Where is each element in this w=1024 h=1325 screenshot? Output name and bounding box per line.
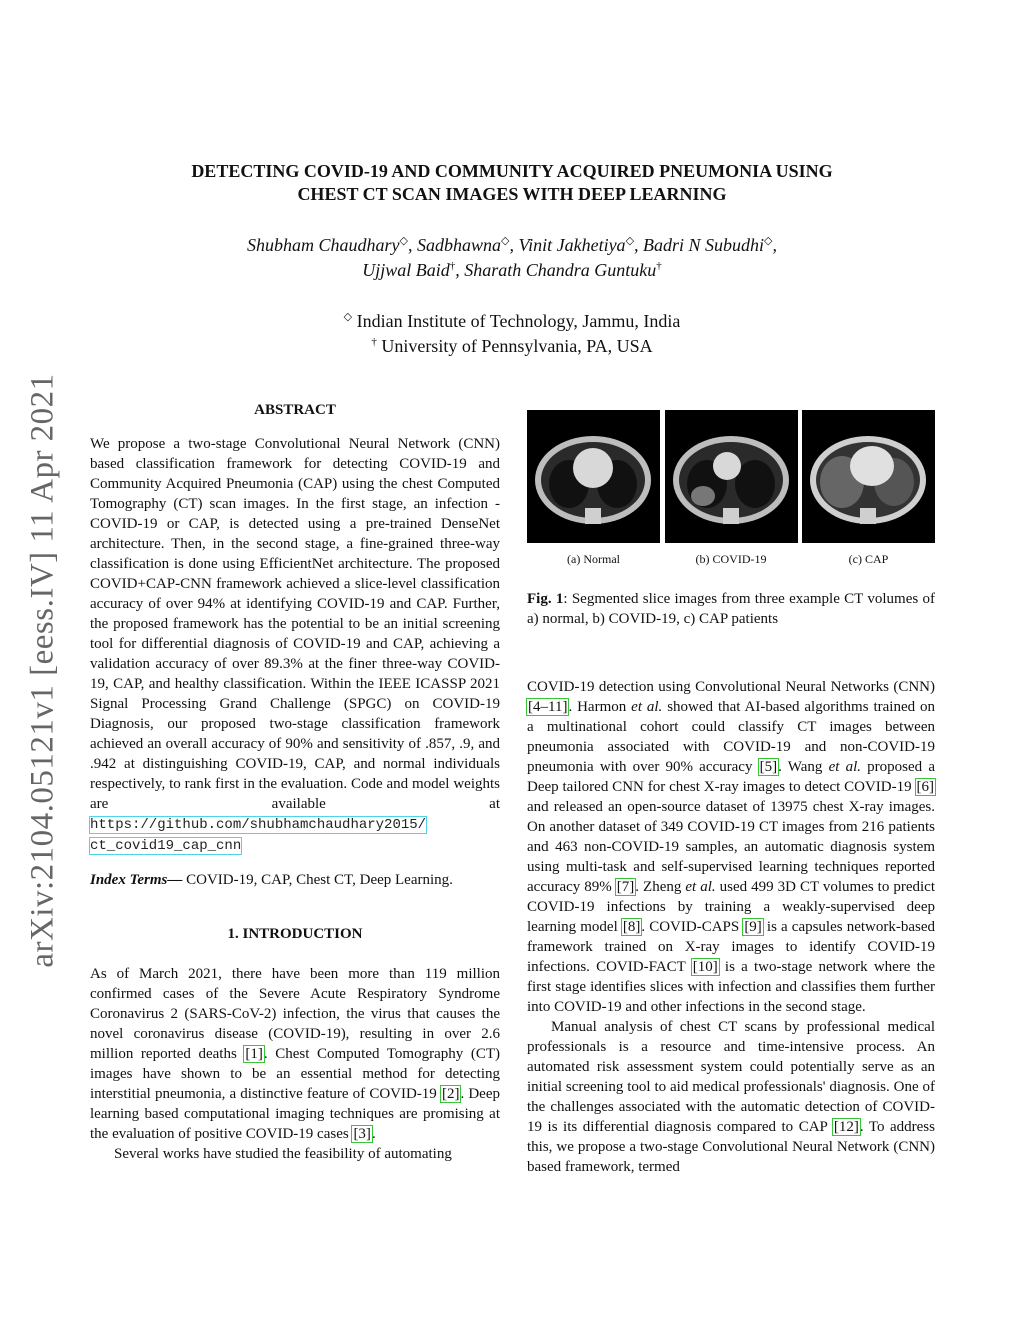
subfigure-captions xyxy=(527,549,935,569)
figure-caption: Fig. 1: Segmented slice images from three example CT volumes of a) normal, b) COVID-19, c) CAP patients xyxy=(527,591,935,627)
author: Ujjwal Baid xyxy=(362,260,450,280)
citation-link[interactable]: [12] xyxy=(833,1119,859,1135)
citation-link[interactable]: [7] xyxy=(616,879,635,895)
ct-image-normal xyxy=(527,410,660,543)
subcaption-c: (c) CAP xyxy=(848,552,889,566)
abstract-heading: ABSTRACT xyxy=(254,402,336,418)
intro-paragraph: As of March 2021, there have been more than 119 million confirmed cases of the Severe Acute Respiratory Syndrome Coronavirus 2 (SARS-CoV-2) infection, the virus that causes the novel coronavirus disease (COVID-19), resulting in over 2.6 million reported deaths [1]. Chest Computed Tomography (CT) images have shown to be an essential method for detecting interstitial pneumonia, a distinctive feature of COVID-19 [2]. Deep learning based computational imaging techniques are promising at the evaluation of positive COVID-19 cases [3]. xyxy=(90,966,500,1142)
index-terms: Index Terms— COVID-19, CAP, Chest CT, Deep Learning. xyxy=(90,872,453,888)
citation-link[interactable]: [4–11] xyxy=(528,699,568,715)
intro-paragraph: Several works have studied the feasibility of automating xyxy=(114,1146,452,1162)
affiliation: Indian Institute of Technology, Jammu, India xyxy=(356,311,681,331)
citation-link[interactable]: [1] xyxy=(245,1046,263,1062)
citation-link[interactable]: [8] xyxy=(622,919,641,935)
ct-image-covid xyxy=(665,410,798,543)
author: Badri N Subudhi xyxy=(643,235,765,255)
paper-title: DETECTING COVID-19 AND COMMUNITY ACQUIRED PNEUMONIA USING CHEST CT SCAN IMAGES WITH DEEP LEARNING xyxy=(191,161,833,204)
arxiv-identifier: arXiv:2104.05121v1 [eess.IV] 11 Apr 2021 xyxy=(24,372,61,968)
author: Sadbhawna xyxy=(416,235,501,255)
arxiv-sidebar xyxy=(18,350,68,990)
author-list: Shubham Chaudhary◇, Sadbhawna◇, Vinit Jakhetiya◇, Badri N Subudhi◇, Ujjwal Baid†, Sharath Chandra Guntuku† xyxy=(246,235,778,280)
intro-heading: 1. INTRODUCTION xyxy=(227,926,363,942)
affiliation: University of Pennsylvania, PA, USA xyxy=(381,336,653,356)
code-link[interactable]: https://github.com/shubhamchaudhary2015/ xyxy=(90,817,427,833)
body-paragraph: COVID-19 detection using Convolutional Neural Networks (CNN) [4–11]. Harmon et al. showed that AI-based algorithms trained on a multinational cohort could classify CT images between pneumonia associated with COVID-19 and non-COVID-19 pneumonia with over 90% accuracy [5]. Wang et al. proposed a Deep tailored CNN for chest X-ray images to detect COVID-19 [6] and released an open-source dataset of 13975 chest X-ray images. On another dataset of 349 COVID-19 CT images from 216 patients and 463 non-COVID-19 samples, an automatic diagnosis system using multi-task and self-supervised learning techniques reported accuracy 89% [7]. Zheng et al. used 499 3D CT volumes to predict COVID-19 infections by training a weakly-supervised deep learning model [8]. COVID-CAPS [9] is a capsules network-based framework trained on X-ray images to identify COVID-19 infections. COVID-FACT [10] is a two-stage network where the first stage identifies slices with infection and classifies them further into COVID-19 and other infections in the second stage. xyxy=(527,679,936,1015)
subcaption-b: (b) COVID-19 xyxy=(695,552,767,566)
left-column xyxy=(90,400,500,1164)
author: Shubham Chaudhary xyxy=(246,235,400,255)
author: Sharath Chandra Guntuku xyxy=(464,260,657,280)
abstract-text: We propose a two-stage Convolutional Neural Network (CNN) based classification framework for detecting COVID-19 and Community Acquired Pneumonia (CAP) using the chest Computed Tomography (CT) scan images. In the first stage, an infection - COVID-19 or CAP, is detected using a pre-trained DenseNet architecture. Then, in the second stage, a fine-grained three-way classification is done using EfficientNet architecture. The proposed COVID+CAP-CNN framework achieved a slice-level classification accuracy of over 94% at identifying COVID-19 and CAP. Further, the proposed framework has the potential to be an initial screening tool for differential diagnosis of COVID-19 and CAP, achieving a validation accuracy of over 89.3% at the finer three-way COVID-19, CAP, and healthy classification. Within the IEEE ICASSP 2021 Signal Processing Grand Challenge (SPGC) on COVID-19 Diagnosis, our proposed two-stage classification framework achieved an overall accuracy of 90% and sensitivity of .857, .9, and .942 at distinguishing COVID-19, CAP, and normal individuals respectively, to rank first in the evaluation. Code and model weights are available at https://github.com/shubhamchaudhary2015/ ct_covid19_cap_cnn xyxy=(90,436,500,854)
right-column xyxy=(527,410,935,1177)
citation-link[interactable]: [6] xyxy=(916,779,934,795)
citation-link[interactable]: [2] xyxy=(441,1086,460,1102)
code-link-cont[interactable]: ct_covid19_cap_cnn xyxy=(90,838,242,854)
citation-link[interactable]: [3] xyxy=(353,1126,371,1142)
citation-link[interactable]: [10] xyxy=(692,959,718,975)
ct-image-cap xyxy=(802,410,935,543)
figure-images xyxy=(527,410,935,543)
body-paragraph: Manual analysis of chest CT scans by professional medical professionals is a resource and time-intensive process. An automated risk assessment system could potentially serve as an initial screening tool to aid medical professionals' diagnosis. One of the challenges associated with the automatic detection of COVID-19 is its differential diagnosis compared to CAP [12]. To address this, we propose a two-stage Convolutional Neural Network (CNN) based framework, termed xyxy=(527,1019,935,1175)
citation-link[interactable]: [5] xyxy=(759,759,778,775)
subcaption-a: (a) Normal xyxy=(567,552,620,566)
affiliations: ◇ Indian Institute of Technology, Jammu, India † University of Pennsylvania, PA, USA xyxy=(343,311,681,356)
citation-link[interactable]: [9] xyxy=(744,919,762,935)
author: Vinit Jakhetiya xyxy=(518,235,626,255)
